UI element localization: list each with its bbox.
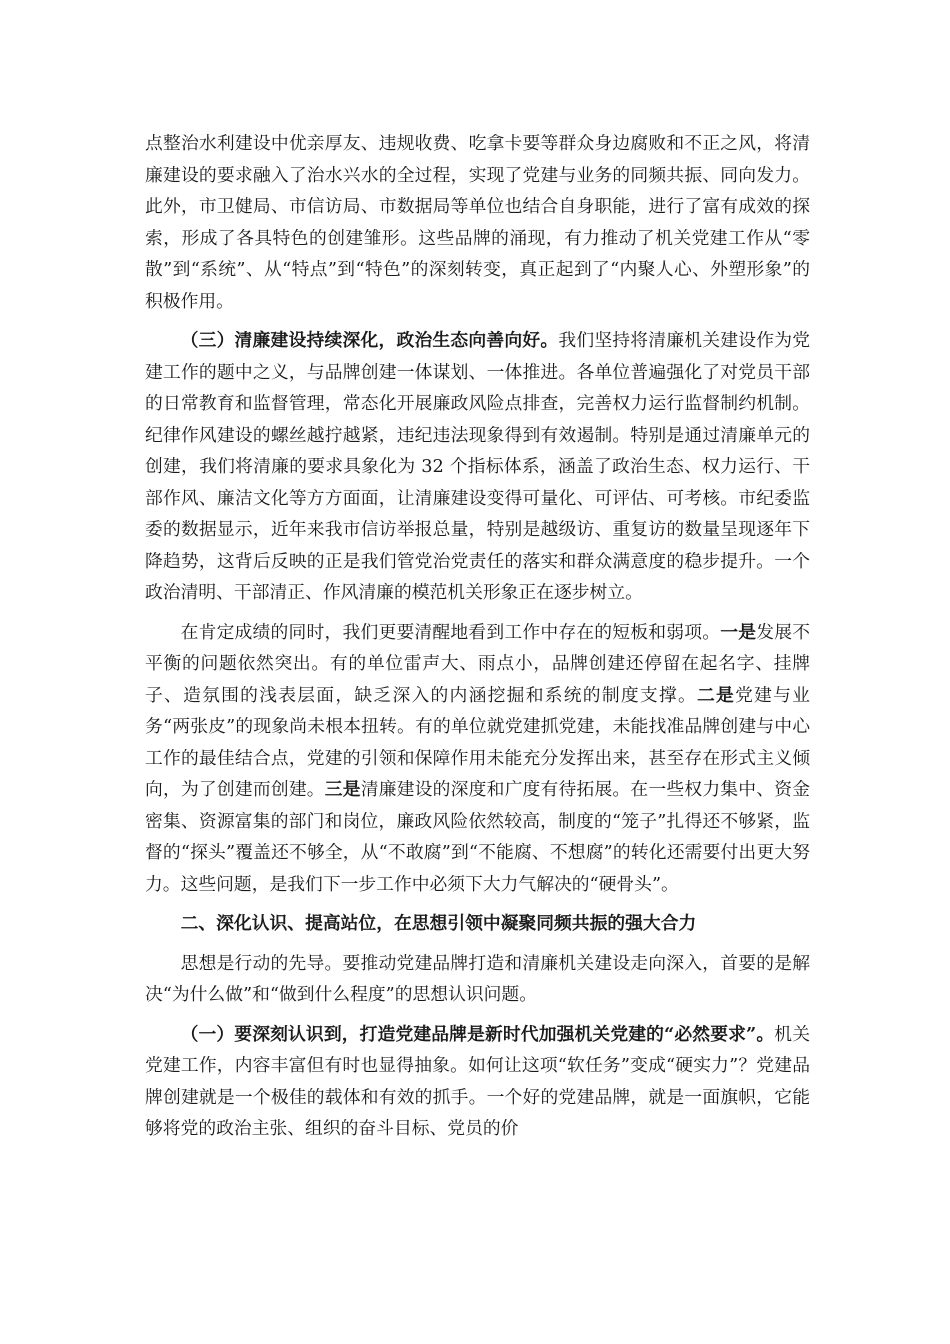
point-3-text: 清廉建设的深度和广度有待拓展。在一些权力集中、资金密集、资源富集的部门和岗位，廉政风险依然较高，制度的“笼子”扎得还不够紧，监督的“探头”覆盖还不够全，从“不敢腐”到“不能腐、不想腐”的转化还需要付出更大努力。这些问题，是我们下一步工作中必须下大力气解决的“硬骨头”。 xyxy=(145,779,810,895)
document-page xyxy=(145,128,810,1153)
point-1-label: 一是 xyxy=(720,621,757,643)
paragraph-2-body: 我们坚持将清廉机关建设作为党建工作的题中之义，与品牌创建一体谋划、一体推进。各单位普遍强化了对党员干部的日常教育和监督管理，常态化开展廉政风险点排查，完善权力运行监督制约机制。纪律作风建设的螺丝越拧越紧，违纪违法现象得到有效遏制。特别是通过清廉单元的创建，我们将清廉的要求具象化为 32 个指标体系，涵盖了政治生态、权力运行、干部作风、廉洁文化等方方面面，让清廉建设变得可量化、可评估、可考核。市纪委监委的数据显示，近年来我市信访举报总量，特别是越级访、重复访的数量呈现逐年下降趋势，这背后反映的正是我们管党治党责任的落实和群众满意度的稳步提升。一个政治清明、干部清正、作风清廉的模范机关形象正在逐步树立。 xyxy=(145,330,810,603)
paragraph-1 xyxy=(145,128,810,317)
paragraph-4 xyxy=(145,948,810,1011)
paragraph-5-lead: （一）要深刻认识到，打造党建品牌是新时代加强机关党建的“必然要求”。 xyxy=(180,1023,775,1045)
point-2-label: 二是 xyxy=(697,684,736,706)
paragraph-5-body: 机关党建工作，内容丰富但有时也显得抽象。如何让这项“软任务”变成“硬实力”？党建品牌创建就是一个极佳的载体和有效的抓手。一个好的党建品牌，就是一面旗帜，它能够将党的政治主张、组织的奋斗目标、党员的价 xyxy=(145,1023,810,1139)
point-1-text: 发展不平衡的问题依然突出。有的单位雷声大、雨点小，品牌创建还停留在起名字、挂牌子、造氛围的浅表层面，缺乏深入的内涵挖掘和系统的制度支撑。 xyxy=(145,621,810,706)
paragraph-5 xyxy=(145,1019,810,1145)
point-3-label: 三是 xyxy=(324,779,361,800)
paragraph-2-lead: （三）清廉建设持续深化，政治生态向善向好。 xyxy=(180,330,559,351)
paragraph-3-intro: 在肯定成绩的同时，我们更要清醒地看到工作中存在的短板和弱项。 xyxy=(180,621,721,643)
paragraph-1-text: 点整治水利建设中优亲厚友、违规收费、吃拿卡要等群众身边腐败和不正之风，将清廉建设的要求融入了治水兴水的全过程，实现了党建与业务的同频共振、同向发力。此外，市卫健局、市信访局、市数据局等单位也结合自身职能，进行了富有成效的探索，形成了各具特色的创建雏形。这些品牌的涌现，有力推动了机关党建工作从“零散”到“系统”、从“特点”到“特色”的深刻转变，真正起到了“内聚人心、外塑形象”的积极作用。 xyxy=(145,133,810,312)
paragraph-2 xyxy=(145,325,810,609)
paragraph-4-text: 思想是行动的先导。要推动党建品牌打造和清廉机关建设走向深入，首要的是解决“为什么做”和“做到什么程度”的思想认识问题。 xyxy=(145,952,810,1005)
section-heading-2: 二、深化认识、提高站位，在思想引领中凝聚同频共振的强大合力 xyxy=(180,913,697,934)
paragraph-3 xyxy=(145,617,810,901)
point-2-text: 党建与业务“两张皮”的现象尚未根本扭转。有的单位就党建抓党建，未能找准品牌创建与中心工作的最佳结合点，党建的引领和保障作用未能充分发挥出来，甚至存在形式主义倾向，为了创建而创建。 xyxy=(145,684,810,800)
